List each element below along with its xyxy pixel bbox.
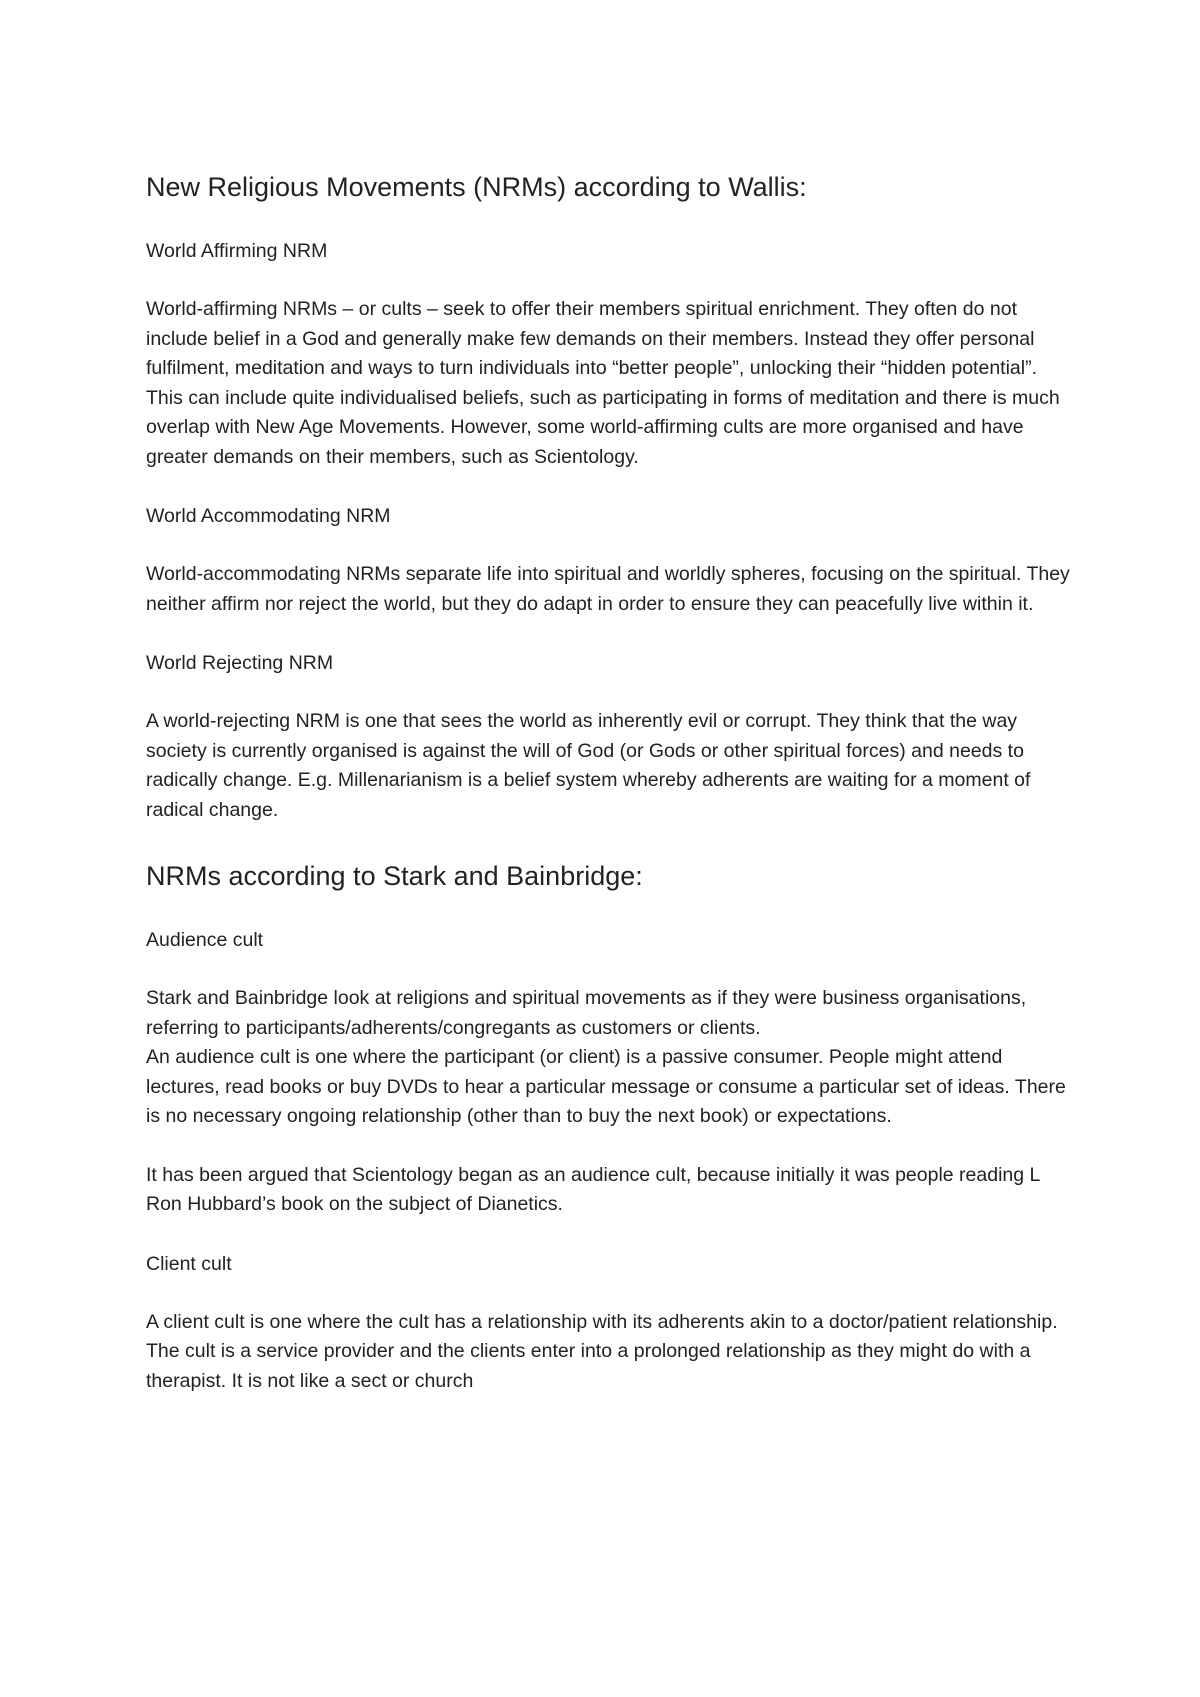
- world-accommodating-title: World Accommodating NRM: [146, 505, 391, 527]
- audience-cult-scientology: It has been argued that Scientology began as an audience cult, because initially it was people reading L Ron Hubbard’s book on the subject of Dianetics.: [146, 1163, 1040, 1215]
- stark-bainbridge-heading: NRMs according to Stark and Bainbridge:: [146, 861, 643, 891]
- audience-cult-title: Audience cult: [146, 929, 264, 951]
- audience-cult-intro: Stark and Bainbridge look at religions and spiritual movements as if they were business organisations, referring to participants/adherents/congregants as customers or clients.: [146, 987, 1027, 1039]
- world-accommodating-body: World-accommodating NRMs separate life into spiritual and worldly spheres, focusing on the spiritual. They neither affirm nor reject the world, but they do adapt in order to ensure they can peacefully live within it.: [146, 563, 1070, 615]
- wallis-heading: New Religious Movements (NRMs) according to Wallis:: [146, 172, 807, 202]
- client-cult-body: A client cult is one where the cult has a relationship with its adherents akin to a doctor/patient relationship. The cult is a service provider and the clients enter into a prolonged relationship as they might do with a therapist. It is not like a sect or church: [146, 1310, 1058, 1392]
- client-cult-title: Client cult: [146, 1252, 232, 1275]
- world-rejecting-title: World Rejecting NRM: [146, 652, 334, 674]
- audience-cult-definition: An audience cult is one where the participant (or client) is a passive consumer. People might attend lectures, read books or buy DVDs to hear a particular message or consume a particular set of ideas. There is no necessary ongoing relationship (other than to buy the next book) or expectations.: [146, 1046, 1066, 1127]
- world-affirming-body: World-affirming NRMs – or cults – seek to offer their members spiritual enrichment. They often do not include belief in a God and generally make few demands on their members. Instead they offer personal fulfilment, meditation and ways to turn individuals into “better people”, unlocking their “hidden potential”. This can include quite individualised beliefs, such as participating in forms of meditation and there is much overlap with New Age Movements. However, some world-affirming cults are more organised and have greater demands on their members, such as Scientology.: [146, 298, 1060, 468]
- document-page: [146, 170, 1076, 1396]
- world-affirming-title: World Affirming NRM: [146, 240, 328, 262]
- world-rejecting-body: A world-rejecting NRM is one that sees the world as inherently evil or corrupt. They think that the way society is currently organised is against the will of God (or Gods or other spiritual forces) and needs to radically change. E.g. Millenarianism is a belief system whereby adherents are waiting for a moment of radical change.: [146, 710, 1031, 821]
